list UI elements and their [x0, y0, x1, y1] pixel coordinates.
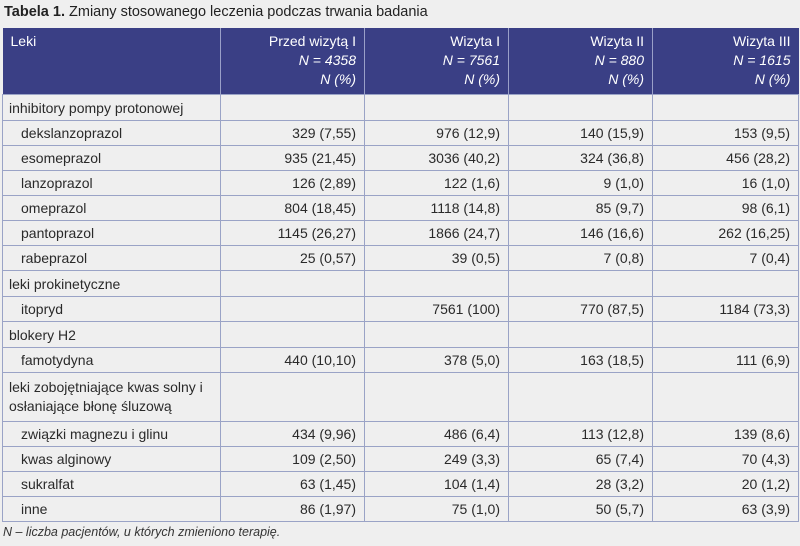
cell: 86 (1,97): [221, 497, 365, 522]
table-row: [3, 196, 799, 221]
cell: 139 (8,6): [653, 422, 799, 447]
row-label: rabeprazol: [3, 246, 221, 271]
cell: 770 (87,5): [509, 297, 653, 322]
table-caption: [4, 4, 428, 20]
header-visit-3: Wizyta III N = 1615 N (%): [653, 28, 799, 95]
cell: [509, 271, 653, 297]
cell: 935 (21,45): [221, 146, 365, 171]
cell: 3036 (40,2): [365, 146, 509, 171]
cell: 378 (5,0): [365, 348, 509, 373]
cell: [221, 95, 365, 121]
cell: 1184 (73,3): [653, 297, 799, 322]
category-row-h2-blockers: [3, 322, 799, 348]
cell: 1145 (26,27): [221, 221, 365, 246]
row-label: blokery H2: [3, 322, 221, 348]
row-label: inhibitory pompy protonowej: [3, 95, 221, 121]
category-row-antacids: [3, 373, 799, 422]
header-visit-1: Wizyta I N = 7561 N (%): [365, 28, 509, 95]
cell: 70 (4,3): [653, 447, 799, 472]
category-row-prokinetics: [3, 271, 799, 297]
cell: [221, 271, 365, 297]
cell: 1866 (24,7): [365, 221, 509, 246]
cell: 16 (1,0): [653, 171, 799, 196]
row-label: kwas alginowy: [3, 447, 221, 472]
cell: 1118 (14,8): [365, 196, 509, 221]
row-label: dekslanzoprazol: [3, 121, 221, 146]
cell: 434 (9,96): [221, 422, 365, 447]
table-row: [3, 447, 799, 472]
table-row: [3, 497, 799, 522]
cell: 63 (1,45): [221, 472, 365, 497]
row-label: famotydyna: [3, 348, 221, 373]
row-label: esomeprazol: [3, 146, 221, 171]
row-label: leki zobojętniające kwas solny i osłaniające błonę śluzową: [3, 373, 221, 422]
cell: 440 (10,10): [221, 348, 365, 373]
cell: [653, 373, 799, 422]
cell: [365, 322, 509, 348]
cell: 9 (1,0): [509, 171, 653, 196]
row-label: pantoprazol: [3, 221, 221, 246]
cell: 50 (5,7): [509, 497, 653, 522]
cell: 111 (6,9): [653, 348, 799, 373]
cell: [509, 373, 653, 422]
cell: [365, 95, 509, 121]
cell: [653, 95, 799, 121]
cell: [653, 271, 799, 297]
header-before-visit-1: Przed wizytą I N = 4358 N (%): [221, 28, 365, 95]
table-row: [3, 171, 799, 196]
cell: 140 (15,9): [509, 121, 653, 146]
cell: 109 (2,50): [221, 447, 365, 472]
row-label: leki prokinetyczne: [3, 271, 221, 297]
cell: [509, 322, 653, 348]
cell: [653, 322, 799, 348]
cell: 249 (3,3): [365, 447, 509, 472]
treatment-table: [2, 28, 799, 522]
cell: 85 (9,7): [509, 196, 653, 221]
table-footnote: N – liczba pacjentów, u których zmieniono terapię.: [3, 525, 281, 539]
table-row: [3, 246, 799, 271]
cell: 976 (12,9): [365, 121, 509, 146]
cell: 25 (0,57): [221, 246, 365, 271]
cell: [365, 271, 509, 297]
cell: 262 (16,25): [653, 221, 799, 246]
cell: 113 (12,8): [509, 422, 653, 447]
cell: 28 (3,2): [509, 472, 653, 497]
cell: 65 (7,4): [509, 447, 653, 472]
cell: 146 (16,6): [509, 221, 653, 246]
table-header-row: [3, 28, 799, 95]
row-label: omeprazol: [3, 196, 221, 221]
row-label: związki magnezu i glinu: [3, 422, 221, 447]
cell: 7 (0,8): [509, 246, 653, 271]
cell: 20 (1,2): [653, 472, 799, 497]
table-row: [3, 121, 799, 146]
caption-label: Tabela 1.: [4, 4, 65, 20]
cell: 153 (9,5): [653, 121, 799, 146]
table-row: [3, 422, 799, 447]
cell: [221, 322, 365, 348]
cell: [221, 373, 365, 422]
cell: 804 (18,45): [221, 196, 365, 221]
table-row: [3, 297, 799, 322]
cell: 39 (0,5): [365, 246, 509, 271]
cell: 126 (2,89): [221, 171, 365, 196]
cell: 98 (6,1): [653, 196, 799, 221]
cell: [221, 297, 365, 322]
cell: 324 (36,8): [509, 146, 653, 171]
row-label: lanzoprazol: [3, 171, 221, 196]
table-row: [3, 348, 799, 373]
cell: 456 (28,2): [653, 146, 799, 171]
header-visit-2: Wizyta II N = 880 N (%): [509, 28, 653, 95]
category-row-ppi: [3, 95, 799, 121]
row-label: inne: [3, 497, 221, 522]
cell: 329 (7,55): [221, 121, 365, 146]
header-drugs: Leki: [3, 28, 221, 95]
cell: [509, 95, 653, 121]
table-row: [3, 221, 799, 246]
cell: 104 (1,4): [365, 472, 509, 497]
caption-text: Zmiany stosowanego leczenia podczas trwania badania: [64, 4, 428, 20]
table-row: [3, 472, 799, 497]
row-label: itopryd: [3, 297, 221, 322]
cell: 75 (1,0): [365, 497, 509, 522]
cell: 122 (1,6): [365, 171, 509, 196]
cell: 163 (18,5): [509, 348, 653, 373]
cell: 7561 (100): [365, 297, 509, 322]
cell: [365, 373, 509, 422]
cell: 63 (3,9): [653, 497, 799, 522]
cell: 7 (0,4): [653, 246, 799, 271]
table-row: [3, 146, 799, 171]
cell: 486 (6,4): [365, 422, 509, 447]
row-label: sukralfat: [3, 472, 221, 497]
